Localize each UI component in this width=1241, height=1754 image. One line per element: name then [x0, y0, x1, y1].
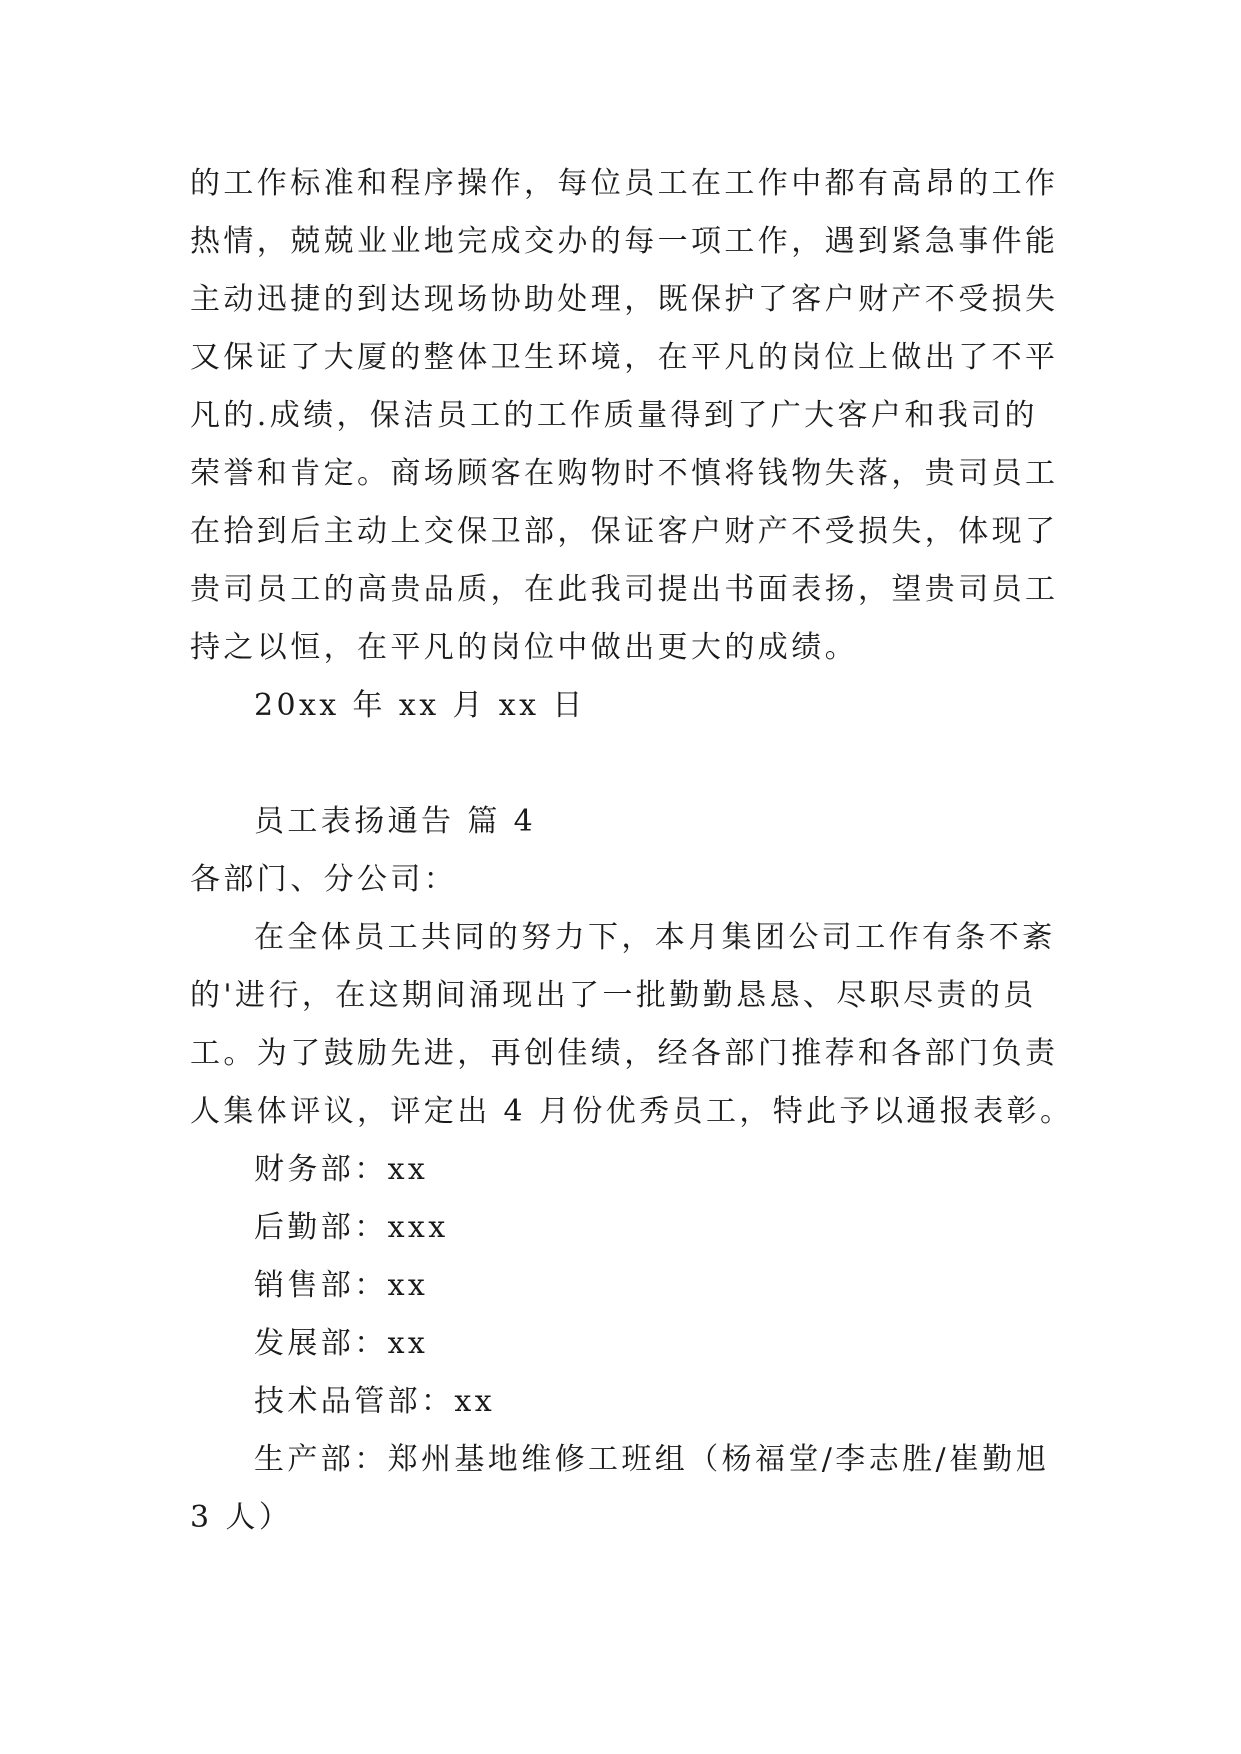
- department-item-continuation: 3 人）: [190, 1500, 293, 1535]
- body-line: 人集体评议，评定出 4 月份优秀员工，特此予以通报表彰。: [190, 1094, 1074, 1129]
- blank-gap: [190, 735, 1070, 793]
- body-line: 热情，兢兢业业地完成交办的每一项工作，遇到紧急事件能: [190, 224, 1059, 259]
- department-item: 技术品管部：xx: [254, 1384, 496, 1419]
- body-line: 荣誉和肯定。商场顾客在购物时不慎将钱物失落，贵司员工: [190, 456, 1059, 491]
- body-line: 又保证了大厦的整体卫生环境，在平凡的岗位上做出了不平: [190, 340, 1059, 375]
- department-item: 发展部：xx: [254, 1326, 429, 1361]
- body-line: 持之以恒，在平凡的岗位中做出更大的成绩。: [190, 630, 858, 665]
- document-body: [190, 155, 1074, 1547]
- department-item: 后勤部：xxx: [254, 1210, 449, 1245]
- body-line: 的工作标准和程序操作，每位员工在工作中都有高昂的工作: [190, 166, 1059, 201]
- body-line: 在全体员工共同的努力下，本月集团公司工作有条不紊: [254, 920, 1056, 955]
- body-line: 的'进行，在这期间涌现出了一批勤勤恳恳、尽职尽责的员: [190, 978, 1037, 1013]
- body-line: 工。为了鼓励先进，再创佳绩，经各部门推荐和各部门负责: [190, 1036, 1059, 1071]
- salutation: 各部门、分公司：: [190, 862, 458, 897]
- body-line: 主动迅捷的到达现场协助处理，既保护了客户财产不受损失: [190, 282, 1059, 317]
- body-line: 凡的.成绩，保洁员工的工作质量得到了广大客户和我司的: [190, 398, 1038, 433]
- department-item: 生产部：郑州基地维修工班组（杨福堂/李志胜/崔勤旭: [254, 1442, 1050, 1477]
- department-item: 销售部：xx: [254, 1268, 429, 1303]
- department-item: 财务部：xx: [254, 1152, 429, 1187]
- body-line: 在拾到后主动上交保卫部，保证客户财产不受损失，体现了: [190, 514, 1059, 549]
- body-line: 贵司员工的高贵品质，在此我司提出书面表扬，望贵司员工: [190, 572, 1059, 607]
- section-title: 员工表扬通告 篇 4: [254, 804, 537, 839]
- date-line: 20xx 年 xx 月 xx 日: [254, 688, 586, 723]
